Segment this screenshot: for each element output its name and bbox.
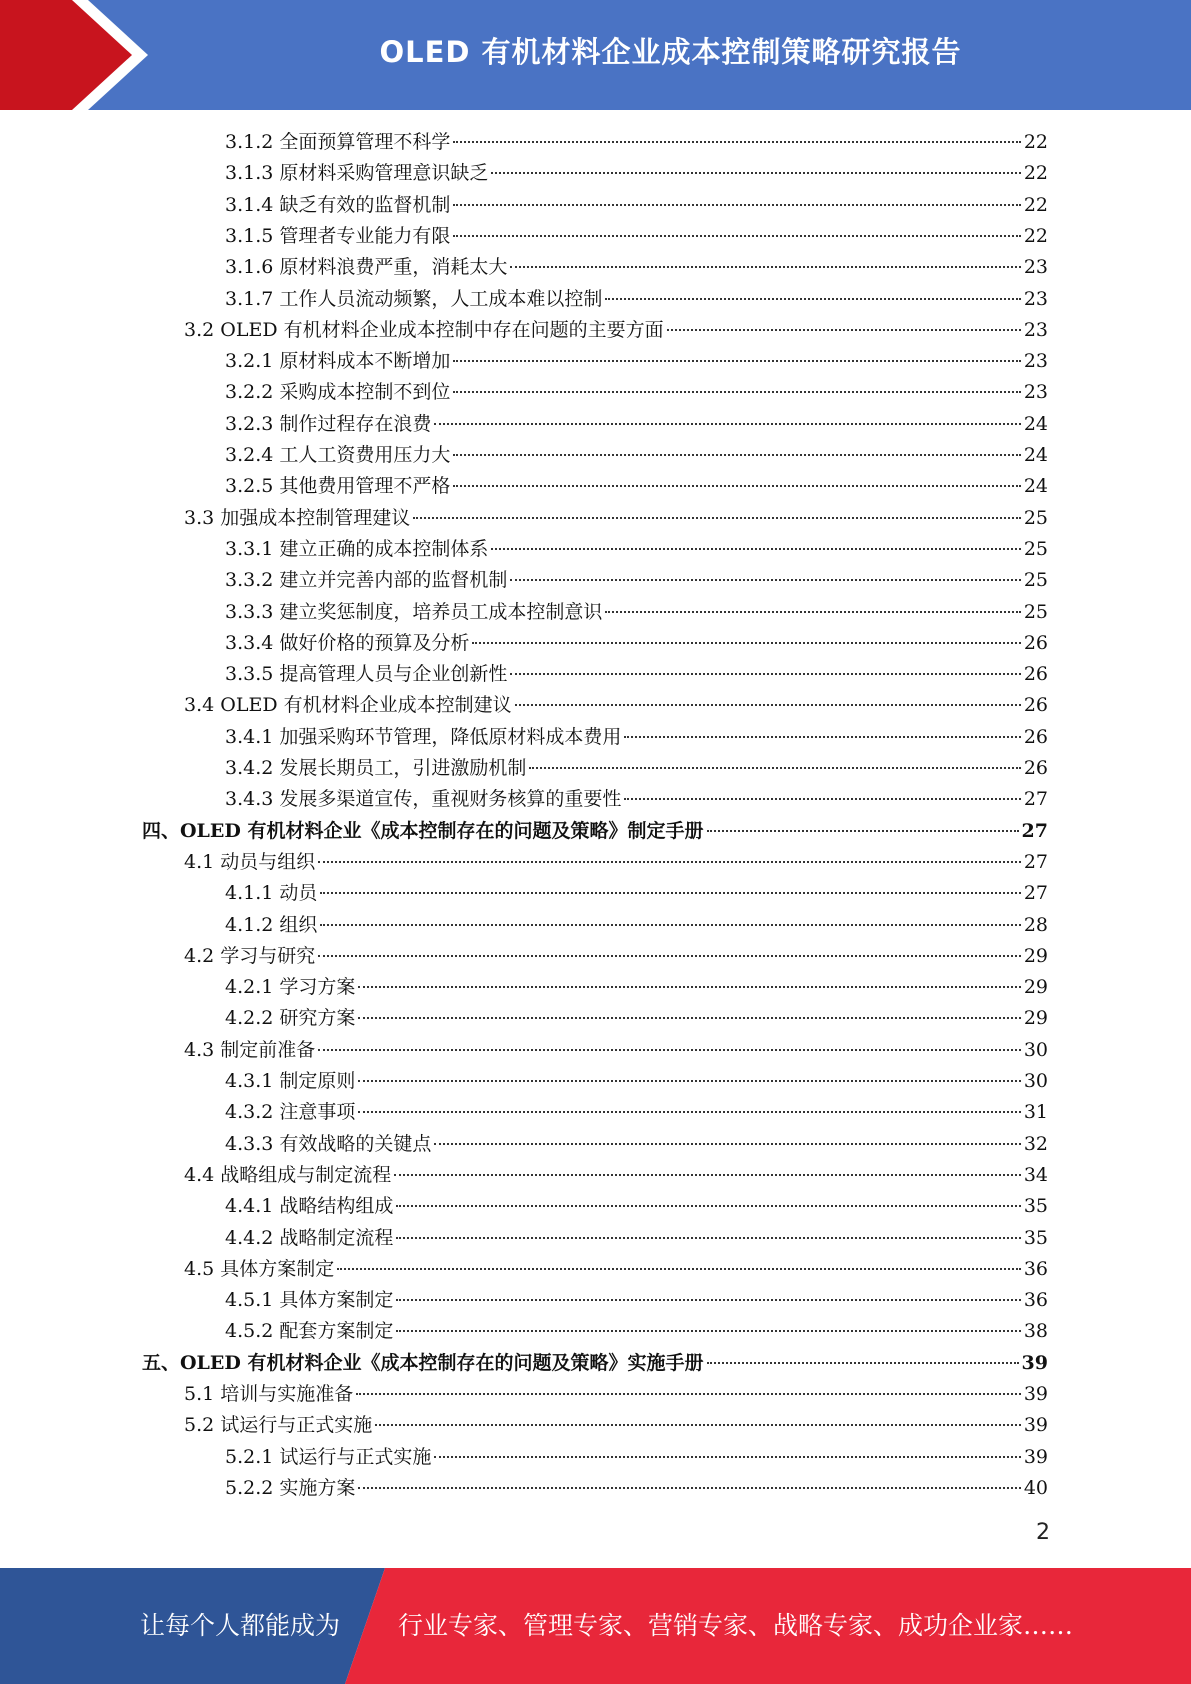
toc-entry[interactable] bbox=[225, 440, 1048, 471]
toc-entry-title: 5.2.1 试运行与正式实施 bbox=[225, 1445, 432, 1468]
toc-entry-page: 22 bbox=[1023, 131, 1048, 153]
toc-entry-title: 3.2.2 采购成本控制不到位 bbox=[225, 381, 451, 404]
toc-entry[interactable] bbox=[225, 190, 1048, 221]
toc-entry[interactable] bbox=[225, 284, 1048, 315]
toc-entry-page: 27 bbox=[1023, 788, 1048, 811]
toc-dot-leader bbox=[453, 235, 1020, 237]
toc-entry-page: 30 bbox=[1023, 1070, 1048, 1092]
toc-entry[interactable] bbox=[184, 315, 1048, 346]
toc-dot-leader bbox=[434, 1143, 1020, 1145]
toc-entry-page: 22 bbox=[1023, 224, 1048, 247]
toc-entry[interactable] bbox=[225, 346, 1048, 377]
toc-entry[interactable] bbox=[184, 1254, 1048, 1285]
toc-entry[interactable] bbox=[142, 1348, 1048, 1379]
toc-entry[interactable] bbox=[225, 784, 1048, 815]
toc-entry[interactable] bbox=[184, 1035, 1048, 1066]
toc-entry-title: 五、OLED 有机材料企业《成本控制存在的问题及策略》实施手册 bbox=[142, 1351, 704, 1374]
toc-entry[interactable] bbox=[225, 158, 1048, 189]
toc-entry-page: 35 bbox=[1023, 1195, 1048, 1218]
toc-dot-leader bbox=[375, 1424, 1021, 1426]
toc-entry-title: 3.1.7 工作人员流动频繁，人工成本难以控制 bbox=[225, 287, 603, 310]
toc-entry-page: 36 bbox=[1023, 1289, 1048, 1312]
toc-entry[interactable] bbox=[225, 910, 1048, 941]
toc-entry-page: 26 bbox=[1023, 725, 1048, 748]
toc-dot-leader bbox=[318, 1049, 1021, 1051]
toc-entry[interactable] bbox=[184, 1410, 1048, 1441]
toc-entry[interactable] bbox=[225, 1097, 1048, 1128]
toc-entry[interactable] bbox=[225, 753, 1048, 784]
toc-entry-page: 29 bbox=[1023, 1007, 1048, 1030]
toc-entry[interactable] bbox=[225, 1191, 1048, 1222]
header-band bbox=[0, 0, 1191, 110]
toc-entry-title: 3.1.3 原材料采购管理意识缺乏 bbox=[225, 162, 489, 185]
toc-entry-page: 31 bbox=[1023, 1101, 1048, 1124]
toc-dot-leader bbox=[707, 830, 1019, 832]
toc-entry-page: 23 bbox=[1023, 350, 1048, 373]
toc-entry[interactable] bbox=[225, 1003, 1048, 1034]
toc-entry[interactable] bbox=[225, 878, 1048, 909]
toc-entry-title: 3.4.1 加强采购环节管理，降低原材料成本费用 bbox=[225, 725, 622, 748]
toc-entry-page: 35 bbox=[1023, 1226, 1048, 1249]
toc-dot-leader bbox=[605, 611, 1020, 613]
toc-entry-title: 3.2.4 工人工资费用压力大 bbox=[225, 444, 451, 466]
toc-entry[interactable] bbox=[225, 377, 1048, 408]
toc-entry-title: 3.3.1 建立正确的成本控制体系 bbox=[225, 537, 489, 560]
toc-dot-leader bbox=[413, 517, 1021, 519]
toc-dot-leader bbox=[510, 266, 1020, 268]
toc-entry-page: 40 bbox=[1023, 1476, 1048, 1499]
toc-entry-page: 39 bbox=[1021, 1351, 1048, 1374]
toc-entry-title: 3.3 加强成本控制管理建议 bbox=[184, 506, 411, 529]
toc-entry[interactable] bbox=[184, 847, 1048, 878]
toc-entry-page: 36 bbox=[1023, 1257, 1048, 1280]
toc-dot-leader bbox=[453, 485, 1020, 487]
toc-entry-title: 4.3.3 有效战略的关键点 bbox=[225, 1132, 432, 1155]
toc-entry[interactable] bbox=[225, 1129, 1048, 1160]
toc-dot-leader bbox=[472, 642, 1020, 644]
toc-entry-title: 4.4 战略组成与制定流程 bbox=[184, 1163, 392, 1186]
toc-entry[interactable] bbox=[184, 1379, 1048, 1410]
toc-entry-title: 4.1 动员与组织 bbox=[184, 850, 316, 873]
footer-band bbox=[0, 1568, 1191, 1684]
toc-entry-title: 3.1.6 原材料浪费严重，消耗太大 bbox=[225, 256, 508, 279]
toc-entry-title: 3.2.3 制作过程存在浪费 bbox=[225, 412, 432, 435]
toc-entry[interactable] bbox=[225, 565, 1048, 596]
toc-dot-leader bbox=[491, 172, 1020, 174]
toc-entry-title: 4.2.2 研究方案 bbox=[225, 1007, 356, 1030]
toc-entry[interactable] bbox=[225, 471, 1048, 502]
toc-dot-leader bbox=[453, 360, 1020, 362]
toc-entry-title: 四、OLED 有机材料企业《成本控制存在的问题及策略》制定手册 bbox=[142, 819, 704, 842]
footer-slogan-left: 让每个人都能成为 bbox=[140, 1611, 341, 1640]
toc-entry[interactable] bbox=[184, 503, 1048, 534]
toc-entry-page: 24 bbox=[1023, 444, 1048, 466]
toc-entry-page: 30 bbox=[1023, 1038, 1048, 1061]
toc-dot-leader bbox=[358, 1487, 1020, 1489]
toc-dot-leader bbox=[453, 141, 1020, 143]
document-title: OLED 有机材料企业成本控制策略研究报告 bbox=[379, 34, 962, 69]
toc-entry[interactable] bbox=[225, 1285, 1048, 1316]
toc-entry-title: 3.1.5 管理者专业能力有限 bbox=[225, 224, 451, 247]
toc-entry-title: 4.5.1 具体方案制定 bbox=[225, 1289, 394, 1312]
toc-entry-page: 23 bbox=[1023, 256, 1048, 279]
toc-dot-leader bbox=[624, 736, 1020, 738]
toc-entry-title: 3.4.2 发展长期员工，引进激励机制 bbox=[225, 757, 527, 779]
toc-dot-leader bbox=[605, 298, 1020, 300]
toc-dot-leader bbox=[396, 1330, 1020, 1332]
toc-dot-leader bbox=[510, 673, 1020, 675]
toc-entry[interactable] bbox=[225, 628, 1048, 659]
toc-entry-title: 4.3.1 制定原则 bbox=[225, 1070, 356, 1092]
toc-entry-title: 3.4.3 发展多渠道宣传，重视财务核算的重要性 bbox=[225, 788, 622, 811]
toc-entry-page: 25 bbox=[1023, 569, 1048, 592]
toc-entry-title: 5.1 培训与实施准备 bbox=[184, 1383, 354, 1405]
toc-entry[interactable] bbox=[184, 941, 1048, 972]
toc-entry[interactable] bbox=[225, 597, 1048, 628]
toc-dot-leader bbox=[624, 798, 1020, 800]
toc-entry[interactable] bbox=[225, 409, 1048, 440]
toc-entry-title: 3.2.1 原材料成本不断增加 bbox=[225, 350, 451, 373]
toc-dot-leader bbox=[318, 861, 1021, 863]
page-number: 2 bbox=[1036, 1520, 1050, 1545]
toc-entry-title: 4.2 学习与研究 bbox=[184, 944, 316, 967]
toc-dot-leader bbox=[434, 423, 1020, 425]
toc-dot-leader bbox=[510, 579, 1020, 581]
toc-dot-leader bbox=[453, 391, 1020, 393]
footer-slogan-right: 行业专家、管理专家、营销专家、战略专家、成功企业家…… bbox=[398, 1611, 1074, 1640]
toc-entry-page: 27 bbox=[1023, 882, 1048, 905]
toc-entry-page: 38 bbox=[1023, 1320, 1048, 1343]
toc-dot-leader bbox=[453, 454, 1020, 456]
toc-dot-leader bbox=[434, 1456, 1020, 1458]
toc-entry-title: 4.2.1 学习方案 bbox=[225, 976, 356, 999]
toc-entry-title: 4.1.1 动员 bbox=[225, 882, 318, 905]
toc-entry-page: 28 bbox=[1023, 913, 1048, 936]
toc-entry-page: 23 bbox=[1023, 287, 1048, 310]
toc-dot-leader bbox=[491, 548, 1020, 550]
toc-dot-leader bbox=[358, 986, 1020, 988]
toc-entry-title: 3.1.4 缺乏有效的监督机制 bbox=[225, 193, 451, 216]
toc-dot-leader bbox=[396, 1237, 1020, 1239]
toc-dot-leader bbox=[667, 329, 1021, 331]
toc-dot-leader bbox=[320, 924, 1020, 926]
toc-dot-leader bbox=[453, 204, 1020, 206]
toc-dot-leader bbox=[318, 955, 1021, 957]
toc-entry[interactable] bbox=[184, 690, 1048, 721]
toc-entry-page: 39 bbox=[1023, 1414, 1048, 1437]
toc-entry[interactable] bbox=[225, 659, 1048, 690]
toc-entry-page: 23 bbox=[1023, 318, 1048, 341]
toc-entry[interactable] bbox=[225, 722, 1048, 753]
toc-dot-leader bbox=[356, 1393, 1021, 1395]
toc-entry-title: 4.3 制定前准备 bbox=[184, 1038, 316, 1061]
toc-entry-title: 5.2 试运行与正式实施 bbox=[184, 1414, 373, 1437]
toc-entry-title: 3.2 OLED 有机材料企业成本控制中存在问题的主要方面 bbox=[184, 318, 664, 341]
toc-entry[interactable] bbox=[225, 1316, 1048, 1347]
toc-entry[interactable] bbox=[225, 1066, 1048, 1097]
toc-entry-title: 4.3.2 注意事项 bbox=[225, 1101, 356, 1124]
toc-dot-leader bbox=[396, 1299, 1020, 1301]
toc-entry-title: 4.4.1 战略结构组成 bbox=[225, 1195, 394, 1218]
toc-entry-page: 22 bbox=[1023, 193, 1048, 216]
toc-dot-leader bbox=[358, 1080, 1020, 1082]
toc-dot-leader bbox=[396, 1205, 1020, 1207]
toc-entry-page: 25 bbox=[1023, 600, 1048, 623]
toc-entry-page: 34 bbox=[1023, 1163, 1048, 1186]
toc-entry-page: 22 bbox=[1023, 162, 1048, 185]
toc-entry-title: 3.2.5 其他费用管理不严格 bbox=[225, 475, 451, 498]
toc-entry-title: 5.2.2 实施方案 bbox=[225, 1476, 356, 1499]
toc-entry-page: 24 bbox=[1023, 412, 1048, 435]
toc-entry-page: 26 bbox=[1023, 631, 1048, 654]
toc-dot-leader bbox=[394, 1174, 1021, 1176]
toc-entry[interactable] bbox=[225, 252, 1048, 283]
toc-entry-page: 27 bbox=[1023, 850, 1048, 873]
toc-dot-leader bbox=[529, 767, 1020, 769]
toc-entry-title: 3.3.5 提高管理人员与企业创新性 bbox=[225, 663, 508, 686]
toc-entry-page: 27 bbox=[1021, 819, 1048, 842]
toc-entry[interactable] bbox=[225, 127, 1048, 158]
toc-dot-leader bbox=[358, 1111, 1020, 1113]
toc-entry-title: 3.3.3 建立奖惩制度，培养员工成本控制意识 bbox=[225, 600, 603, 623]
toc-dot-leader bbox=[707, 1362, 1019, 1364]
toc-entry-page: 26 bbox=[1023, 694, 1048, 717]
toc-entry-page: 26 bbox=[1023, 757, 1048, 779]
toc-entry-page: 25 bbox=[1023, 537, 1048, 560]
toc-entry-title: 3.1.2 全面预算管理不科学 bbox=[225, 131, 451, 153]
toc-entry-page: 24 bbox=[1023, 475, 1048, 498]
toc-entry-page: 32 bbox=[1023, 1132, 1048, 1155]
toc-entry[interactable] bbox=[184, 1160, 1048, 1191]
toc-entry[interactable] bbox=[225, 1473, 1048, 1504]
toc-entry[interactable] bbox=[225, 221, 1048, 252]
toc-entry-title: 4.5.2 配套方案制定 bbox=[225, 1320, 394, 1343]
toc-entry[interactable] bbox=[225, 1442, 1048, 1473]
toc-entry-page: 25 bbox=[1023, 506, 1048, 529]
toc-entry-page: 26 bbox=[1023, 663, 1048, 686]
toc-entry-title: 3.4 OLED 有机材料企业成本控制建议 bbox=[184, 694, 512, 717]
toc-dot-leader bbox=[337, 1268, 1021, 1270]
toc-entry-title: 4.5 具体方案制定 bbox=[184, 1257, 335, 1280]
toc-entry-title: 3.3.2 建立并完善内部的监督机制 bbox=[225, 569, 508, 592]
toc-entry-title: 3.3.4 做好价格的预算及分析 bbox=[225, 631, 470, 654]
toc-entry[interactable] bbox=[225, 972, 1048, 1003]
toc-entry-title: 4.1.2 组织 bbox=[225, 913, 318, 936]
toc-entry[interactable] bbox=[225, 534, 1048, 565]
toc-entry-page: 39 bbox=[1023, 1383, 1048, 1405]
toc-entry-page: 29 bbox=[1023, 944, 1048, 967]
toc-dot-leader bbox=[358, 1017, 1020, 1019]
toc-entry-page: 39 bbox=[1023, 1445, 1048, 1468]
toc-entry[interactable] bbox=[142, 816, 1048, 847]
header-red-arrow-decoration bbox=[0, 0, 160, 110]
toc-entry-page: 29 bbox=[1023, 976, 1048, 999]
toc-dot-leader bbox=[515, 704, 1021, 706]
toc-dot-leader bbox=[320, 892, 1020, 894]
toc-entry-page: 23 bbox=[1023, 381, 1048, 404]
toc-entry-title: 4.4.2 战略制定流程 bbox=[225, 1226, 394, 1249]
toc-entry[interactable] bbox=[225, 1223, 1048, 1254]
